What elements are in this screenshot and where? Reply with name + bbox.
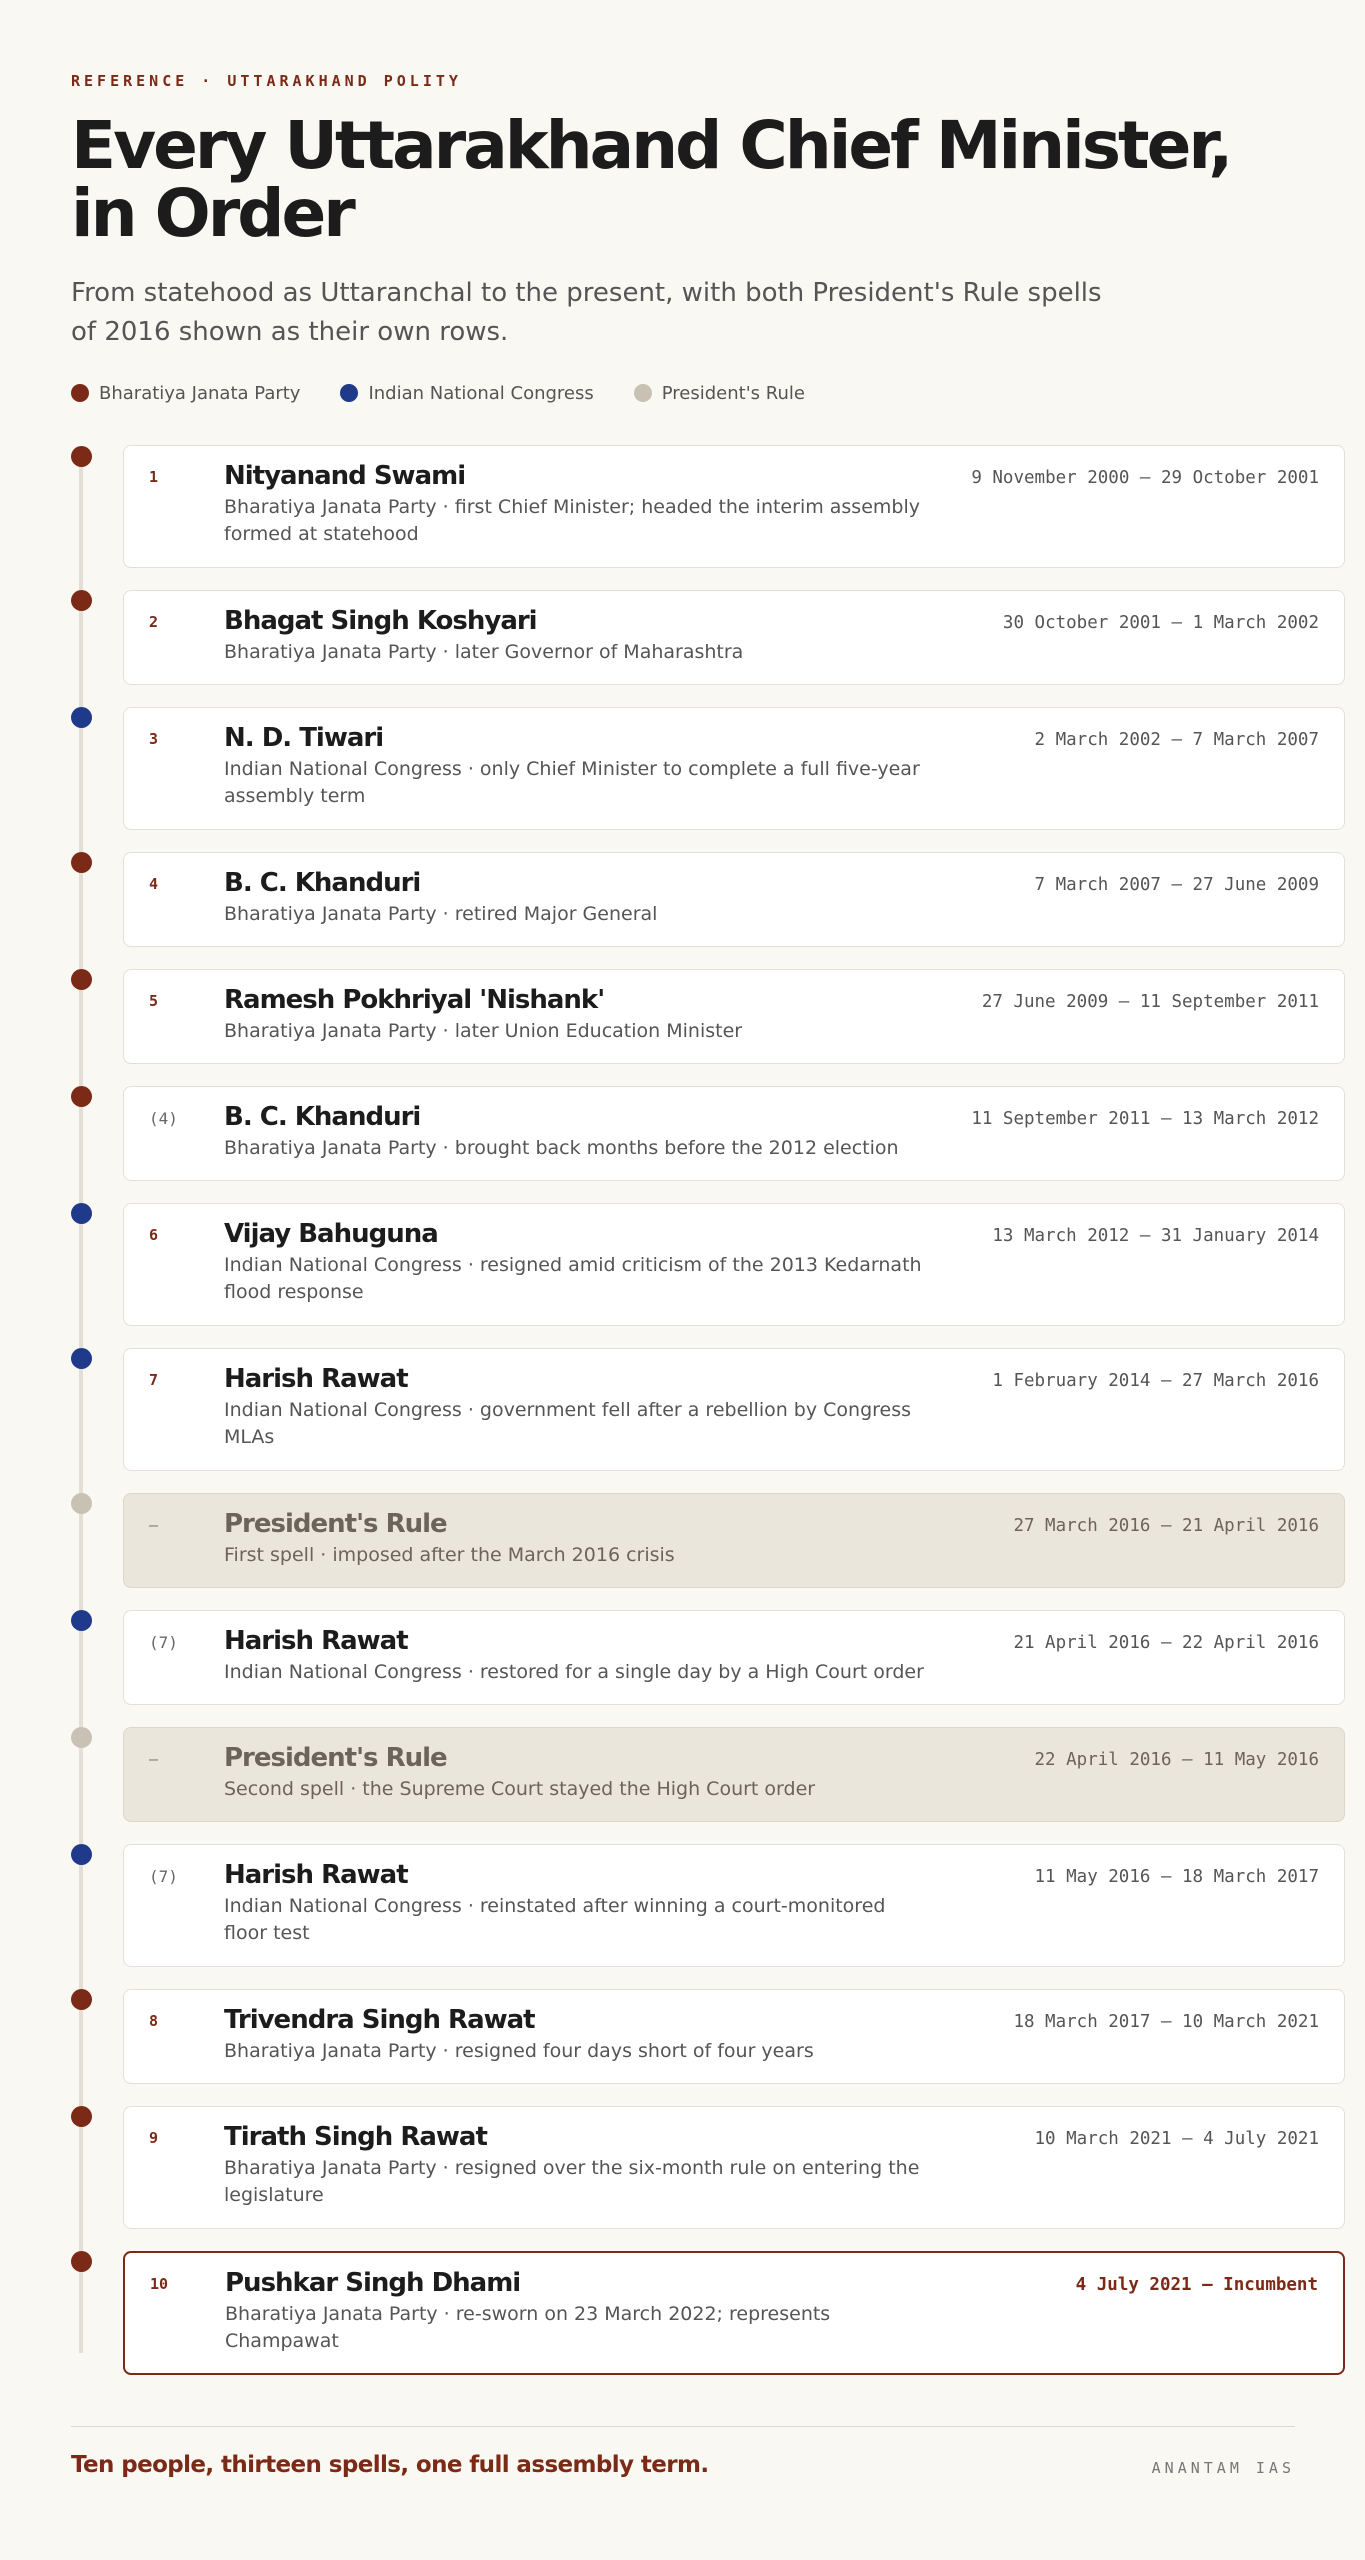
legend <box>71 378 1294 408</box>
cm-number: (7) <box>149 1867 178 1886</box>
party-dot <box>71 446 92 467</box>
cm-name: Tirath Singh Rawat <box>224 2122 487 2152</box>
legend-item-inc <box>340 383 593 404</box>
party-dot <box>71 1203 92 1224</box>
party-dot <box>71 590 92 611</box>
cm-name: Trivendra Singh Rawat <box>224 2005 535 2035</box>
cm-tenure-dates: 9 November 2000 – 29 October 2001 <box>971 468 1319 488</box>
cm-description: Indian National Congress · government fell after a rebellion by Congress MLAs <box>224 1399 912 1448</box>
cm-description: Bharatiya Janata Party · resigned four days short of four years <box>224 2040 814 2062</box>
cm-number: (7) <box>149 1633 178 1652</box>
cm-tenure-dates: 27 June 2009 – 11 September 2011 <box>981 992 1319 1012</box>
cm-card <box>123 1086 1345 1181</box>
cm-tenure-dates: 7 March 2007 – 27 June 2009 <box>1034 875 1319 895</box>
party-dot <box>71 1989 92 2010</box>
cm-description: Indian National Congress · only Chief Minister to complete a full five-year assembly term <box>224 758 920 807</box>
cm-tenure-dates: 27 March 2016 – 21 April 2016 <box>1013 1516 1319 1536</box>
cm-tenure-dates: 13 March 2012 – 31 January 2014 <box>992 1226 1319 1246</box>
cm-tenure-dates: 1 February 2014 – 27 March 2016 <box>992 1371 1319 1391</box>
party-dot <box>71 707 92 728</box>
legend-label-presidents-rule: President's Rule <box>661 382 805 404</box>
footer-brand: ANANTAM IAS <box>1151 2459 1295 2477</box>
cm-card <box>123 2106 1345 2229</box>
cm-name: Harish Rawat <box>224 1860 408 1890</box>
current-cm-card <box>123 2251 1345 2375</box>
cm-description: Bharatiya Janata Party · first Chief Minister; headed the interim assembly formed at statehood <box>224 496 920 545</box>
cm-name: Bhagat Singh Koshyari <box>224 606 537 636</box>
cm-number: (4) <box>149 1109 178 1128</box>
cm-name: President's Rule <box>224 1743 447 1773</box>
cm-name: N. D. Tiwari <box>224 723 384 753</box>
legend-dot-inc <box>340 384 358 402</box>
cm-tenure-dates: 18 March 2017 – 10 March 2021 <box>1013 2012 1319 2032</box>
cm-number: 4 <box>149 875 159 893</box>
party-dot <box>71 969 92 990</box>
cm-card <box>123 1989 1345 2084</box>
timeline <box>71 445 1319 2360</box>
cm-card <box>123 590 1345 685</box>
cm-description: Bharatiya Janata Party · retired Major General <box>224 903 658 925</box>
cm-name: Harish Rawat <box>224 1364 408 1394</box>
cm-description: Bharatiya Janata Party · brought back months before the 2012 election <box>224 1137 899 1159</box>
party-dot <box>71 1348 92 1369</box>
cm-description: Indian National Congress · reinstated after winning a court-monitored floor test <box>224 1895 886 1944</box>
cm-tenure-dates: 30 October 2001 – 1 March 2002 <box>1002 613 1319 633</box>
cm-number: – <box>149 1516 159 1534</box>
cm-number: 1 <box>149 468 159 486</box>
cm-description: Indian National Congress · resigned amid criticism of the 2013 Kedarnath flood response <box>224 1254 922 1303</box>
cm-number: 2 <box>149 613 159 631</box>
cm-description: Bharatiya Janata Party · resigned over the six-month rule on entering the legislature <box>224 2157 920 2206</box>
page-subtitle: From statehood as Uttaranchal to the present, with both President's Rule spells of 2016 shown as their own rows. <box>71 278 1102 347</box>
legend-dot-bjp <box>71 384 89 402</box>
party-dot <box>71 1086 92 1107</box>
party-dot <box>71 852 92 873</box>
cm-name: B. C. Khanduri <box>224 1102 421 1132</box>
cm-tenure-dates: 11 May 2016 – 18 March 2017 <box>1034 1867 1319 1887</box>
cm-name: Ramesh Pokhriyal 'Nishank' <box>224 985 605 1015</box>
cm-tenure-dates: 22 April 2016 – 11 May 2016 <box>1034 1750 1319 1770</box>
timeline-rail <box>79 453 83 2353</box>
cm-card <box>123 1348 1345 1471</box>
legend-label-inc: Indian National Congress <box>368 382 594 404</box>
cm-card <box>123 969 1345 1064</box>
footer-note: Ten people, thirteen spells, one full assembly term. <box>71 2452 709 2478</box>
cm-name: President's Rule <box>224 1509 447 1539</box>
legend-item-bjp <box>71 383 300 404</box>
legend-label-bjp: Bharatiya Janata Party <box>99 382 301 404</box>
cm-tenure-dates: 2 March 2002 – 7 March 2007 <box>1034 730 1319 750</box>
party-dot <box>71 1844 92 1865</box>
cm-card <box>123 445 1345 568</box>
cm-tenure-dates: 4 July 2021 – Incumbent <box>1075 2275 1318 2295</box>
cm-tenure-dates: 11 September 2011 – 13 March 2012 <box>971 1109 1319 1129</box>
party-dot <box>71 2251 92 2272</box>
cm-number: 8 <box>149 2012 159 2030</box>
legend-dot-presidents-rule <box>634 384 652 402</box>
cm-card <box>123 852 1345 947</box>
footer <box>71 2426 1295 2506</box>
cm-name: Pushkar Singh Dhami <box>225 2268 521 2298</box>
cm-card <box>123 1844 1345 1967</box>
cm-number: 10 <box>150 2275 169 2293</box>
cm-tenure-dates: 21 April 2016 – 22 April 2016 <box>1013 1633 1319 1653</box>
cm-description: Second spell · the Supreme Court stayed the High Court order <box>224 1778 816 1800</box>
cm-description: Indian National Congress · restored for a single day by a High Court order <box>224 1661 924 1683</box>
cm-name: Harish Rawat <box>224 1626 408 1656</box>
cm-name: Vijay Bahuguna <box>224 1219 438 1249</box>
cm-name: Nityanand Swami <box>224 461 466 491</box>
cm-number: 3 <box>149 730 159 748</box>
party-dot <box>71 2106 92 2127</box>
cm-number: 9 <box>149 2129 159 2147</box>
cm-card <box>123 1203 1345 1326</box>
cm-tenure-dates: 10 March 2021 – 4 July 2021 <box>1034 2129 1319 2149</box>
presidents-rule-card <box>123 1493 1345 1588</box>
cm-name: B. C. Khanduri <box>224 868 421 898</box>
cm-number: 6 <box>149 1226 159 1244</box>
presidents-rule-card <box>123 1727 1345 1822</box>
cm-card <box>123 1610 1345 1705</box>
legend-item-presidents-rule <box>634 383 805 404</box>
presidents-rule-dot <box>71 1727 92 1748</box>
cm-number: 5 <box>149 992 159 1010</box>
cm-number: 7 <box>149 1371 159 1389</box>
cm-number: – <box>149 1750 159 1768</box>
cm-description: Bharatiya Janata Party · later Union Education Minister <box>224 1020 743 1042</box>
eyebrow: REFERENCE · UTTARAKHAND POLITY <box>71 72 462 90</box>
cm-description: Bharatiya Janata Party · re-sworn on 23 March 2022; represents Champawat <box>225 2303 831 2352</box>
party-dot <box>71 1610 92 1631</box>
cm-description: Bharatiya Janata Party · later Governor of Maharashtra <box>224 641 744 663</box>
cm-description: First spell · imposed after the March 2016 crisis <box>224 1544 675 1566</box>
page-title: Every Uttarakhand Chief Minister, in Order <box>71 107 1231 252</box>
presidents-rule-dot <box>71 1493 92 1514</box>
cm-card <box>123 707 1345 830</box>
